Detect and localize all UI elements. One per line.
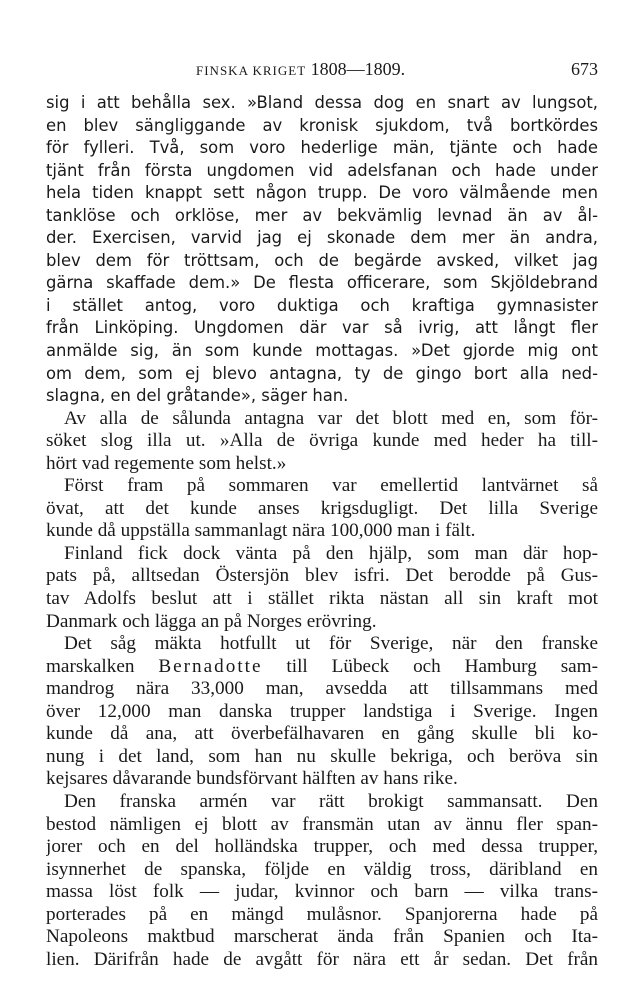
text-line: om dem, som ej blevo antagna, ty de gingo bort alla ned- — [46, 363, 598, 383]
running-title-text: FINSKA KRIGET — [196, 63, 307, 78]
text-line: jorer och en del holländska trupper, och med dessa trupper, — [46, 836, 598, 858]
text-line: mandrog nära 33,000 man, avsedda att tillsammans med — [46, 678, 598, 700]
text-line: Den franska armén var rätt brokigt sammansatt. Den — [64, 790, 598, 812]
text-line: kunde då uppställa sammanlagt nära 100,000 man i fält. — [46, 520, 476, 542]
text-line: isynnerhet de spanska, följde en väldig tross, däribland en — [46, 858, 598, 880]
text-line: övat, att det kunde anses krigsdugligt. Det lilla Sverige — [46, 497, 598, 519]
text-line: över 12,000 man danska trupper landstiga i Sverige. Ingen — [46, 700, 598, 722]
text-line: Danmark och lägga an på Norges erövring. — [46, 610, 377, 632]
text-line: Finland fick dock vänta på den hjälp, som man där hop- — [64, 542, 598, 564]
page-number: 673 — [571, 59, 598, 79]
running-title — [196, 56, 405, 84]
text-line: en blev sängliggande av kronisk sjukdom, två bortkördes — [46, 115, 598, 135]
running-head — [48, 56, 600, 82]
spaced-name: Bernadotte — [158, 655, 263, 677]
text-line: gärna skaffade dem.» De flesta officerare, som Skjöldebrand — [46, 273, 598, 293]
text-line: Först fram på sommaren var emellertid lantvärnet så — [64, 475, 598, 497]
text-line: slagna, en del gråtande», säger han. — [46, 386, 349, 406]
text-line: Det såg mäkta hotfullt ut för Sverige, när den franske — [64, 633, 598, 655]
text-line: tjänt från första ungdomen vid adelsfanan och hade under — [46, 160, 598, 180]
text-line: hört vad regemente som helst.» — [46, 452, 287, 474]
text-line: tanklöse och orklöse, mer av bekvämlig levnad än av ål- — [46, 205, 598, 225]
body-text — [46, 92, 598, 971]
text-line: Av alla de sålunda antagna var det blott med en, som för- — [64, 407, 598, 429]
text-line: för fylleri. Två, som voro hederlige män, tjänte och hade — [46, 138, 598, 158]
text-line: från Linköping. Ungdomen där var så ivrig, att långt fler — [46, 318, 598, 338]
running-title-years: 1808—1809. — [310, 59, 406, 79]
text-line: marskalken Bernadotte till Lübeck och Hamburg sam- — [46, 655, 598, 677]
text-line: lien. Därifrån hade de avgått för nära ett år sedan. Det från — [46, 948, 598, 970]
text-line: bestod nämligen ej blott av fransmän utan av ännu fler span- — [46, 813, 598, 835]
text-line: der. Exercisen, varvid jag ej skonade dem mer än andra, — [46, 228, 598, 248]
text-line: nung i det land, som han nu skulle bekriga, och beröva sin — [46, 745, 598, 767]
text-line: massa löst folk — judar, kvinnor och barn — vilka trans- — [46, 881, 598, 903]
text-line: anmälde sig, än som kunde mottagas. »Det gjorde mig ont — [46, 341, 598, 361]
text-line: blev dem för tröttsam, och de begärde avsked, vilket jag — [46, 250, 598, 270]
text-line: sig i att behålla sex. »Bland dessa dog en snart av lungsot, — [46, 93, 598, 112]
text-line: Napoleons maktbud marscherat ända från Spanien och Ita- — [46, 926, 598, 948]
text-line: hela tiden knappt sett någon trupp. De voro välmående men — [46, 183, 598, 203]
text-line: kunde då ana, att överbefälhavaren en gång skulle bli ko- — [46, 723, 598, 745]
text-line: kejsares dåvarande bundsförvant hälften av hans rike. — [46, 768, 458, 790]
text-line: söket slog illa ut. »Alla de övriga kunde med heder ha till- — [46, 430, 598, 452]
text-line: tav Adolfs beslut att i stället rikta nästan all sin kraft mot — [46, 588, 598, 610]
text-line: porterades på en mängd mulåsnor. Spanjorerna hade på — [46, 903, 598, 925]
text-line: pats på, alltsedan Östersjön blev isfri. Det berodde på Gus- — [46, 565, 598, 587]
text-line: i stället antog, voro duktiga och kraftiga gymnasister — [46, 295, 598, 315]
